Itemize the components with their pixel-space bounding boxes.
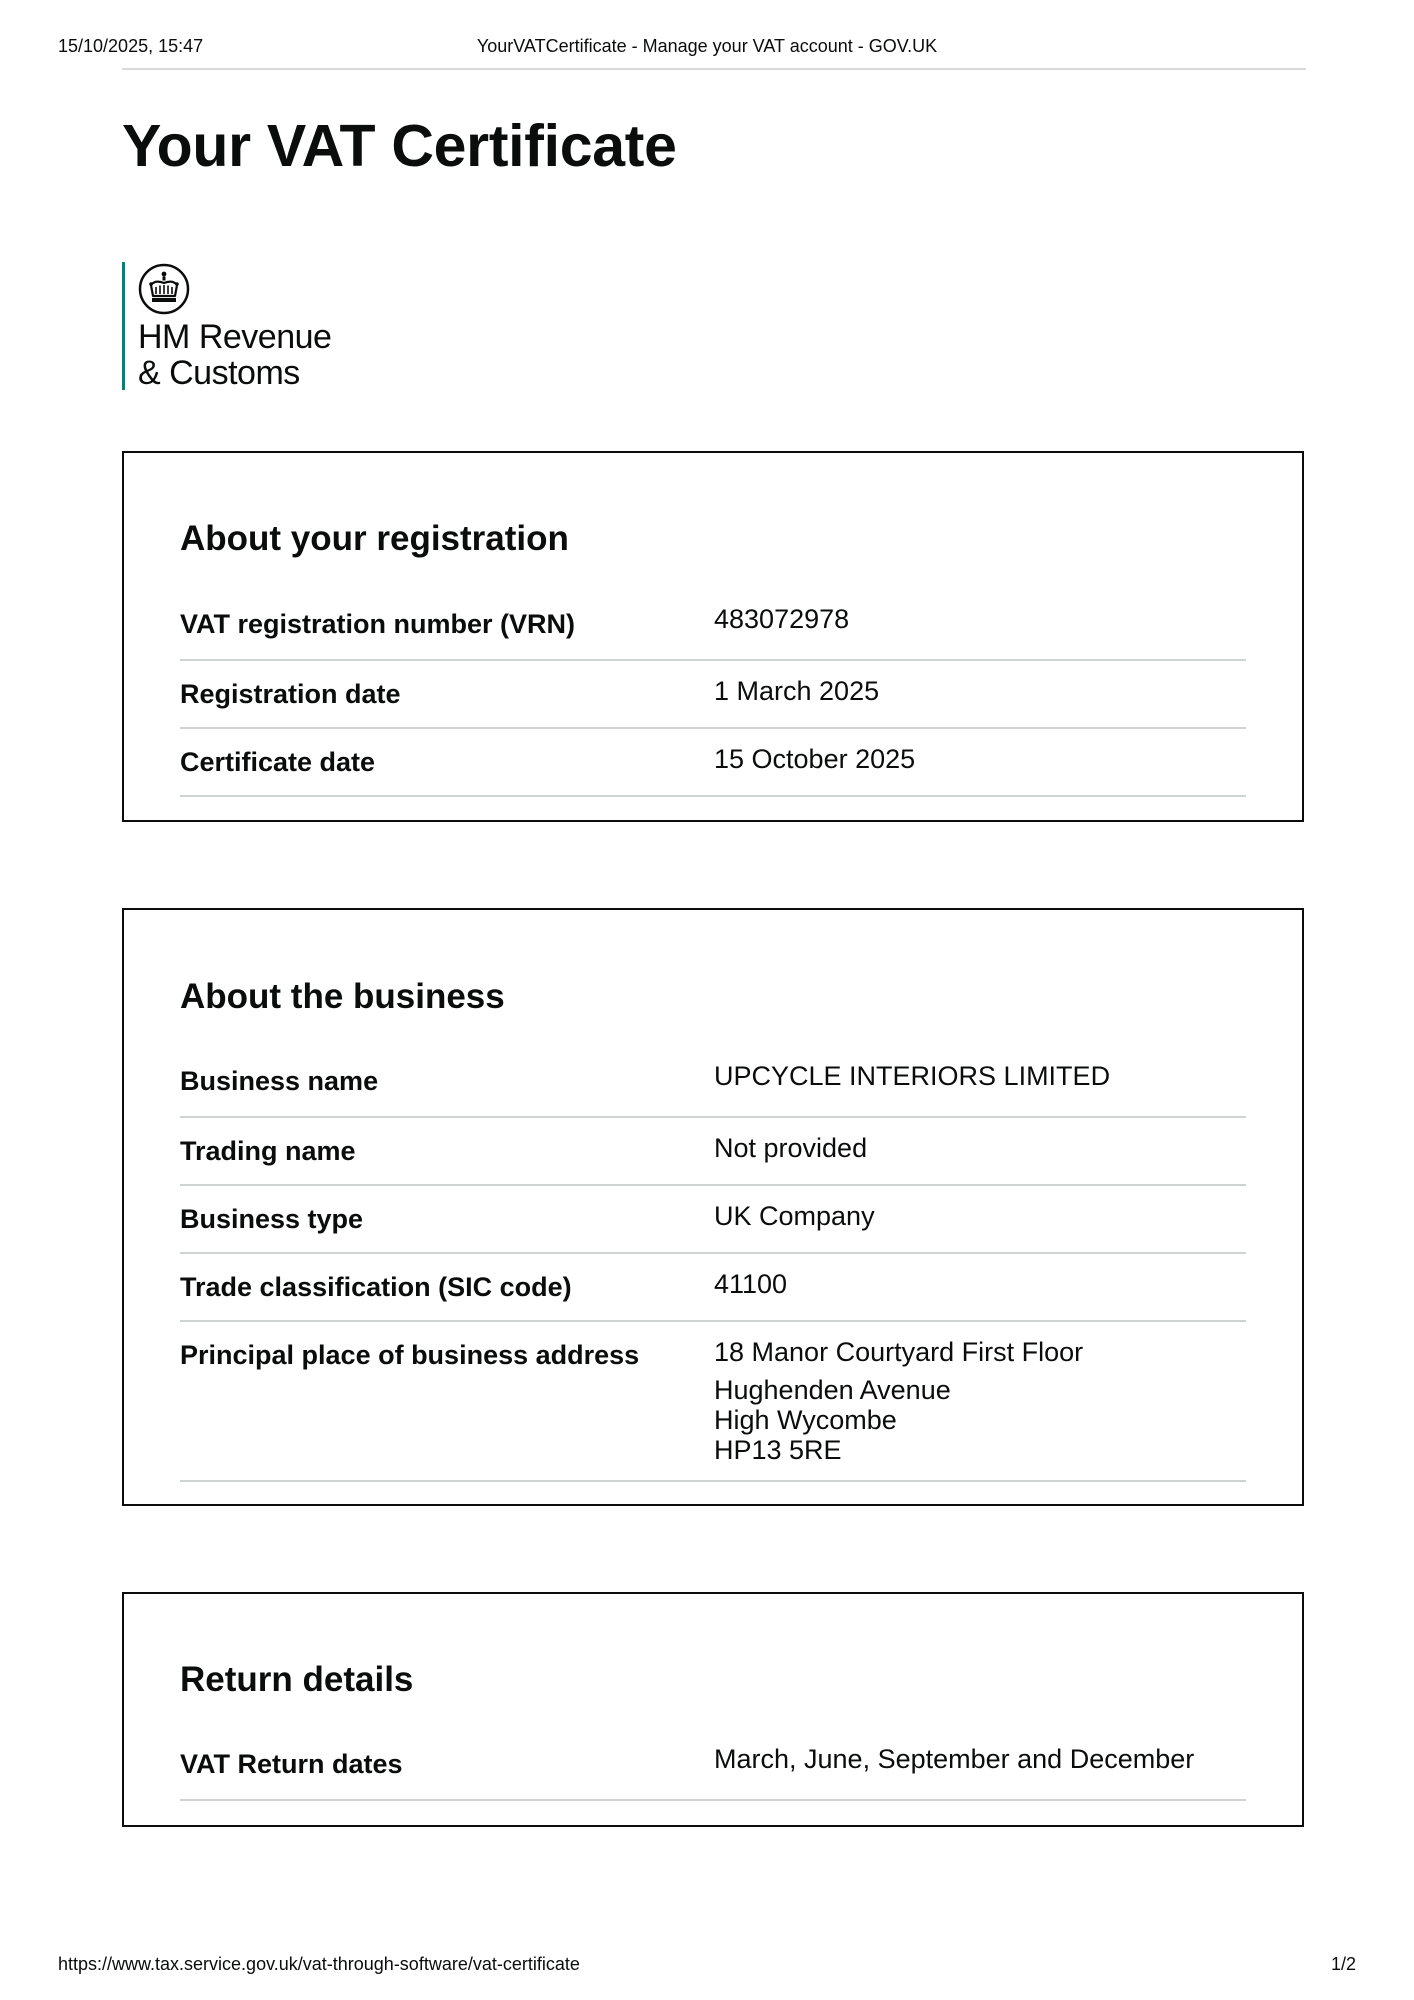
header-divider — [122, 68, 1306, 70]
page-number: 1/2 — [1330, 1954, 1356, 1974]
vrn-label: VAT registration number (VRN) — [180, 609, 576, 639]
returns-list — [180, 1733, 1246, 1801]
page-title: Your VAT Certificate — [122, 113, 677, 179]
registration-date-value: 1 March 2025 — [714, 676, 880, 706]
sic-code-row — [180, 1254, 1246, 1322]
crown-crest-icon — [138, 263, 190, 315]
logo-line-1: HM Revenue — [138, 318, 332, 356]
print-datetime: 15/10/2025, 15:47 — [58, 36, 204, 56]
business-name-label: Business name — [180, 1066, 379, 1096]
certificate-date-label: Certificate date — [180, 747, 376, 777]
business-name-value: UPCYCLE INTERIORS LIMITED — [714, 1061, 1111, 1091]
registration-date-row — [180, 661, 1246, 729]
returns-section — [122, 1592, 1304, 1827]
address-line-2: Hughenden Avenue — [714, 1375, 951, 1405]
print-url: https://www.tax.service.gov.uk/vat-through-software/vat-certificate — [58, 1954, 580, 1974]
business-type-value: UK Company — [714, 1201, 875, 1231]
registration-heading: About your registration — [180, 519, 569, 558]
print-page-title: YourVATCertificate - Manage your VAT account - GOV.UK — [476, 36, 938, 56]
certificate-date-row — [180, 729, 1246, 797]
certificate-date-value: 15 October 2025 — [714, 744, 916, 774]
registration-list — [180, 593, 1246, 797]
business-list — [180, 1050, 1246, 1482]
returns-heading: Return details — [180, 1660, 414, 1699]
address-line-1: 18 Manor Courtyard First Floor — [714, 1337, 1084, 1367]
vrn-row — [180, 593, 1246, 661]
return-dates-value: March, June, September and December — [714, 1744, 1195, 1774]
address-row — [180, 1322, 1246, 1482]
address-line-4: HP13 5RE — [714, 1435, 842, 1465]
sic-code-label: Trade classification (SIC code) — [180, 1272, 572, 1302]
vrn-value: 483072978 — [714, 604, 850, 634]
business-section — [122, 908, 1304, 1506]
registration-section — [122, 451, 1304, 822]
address-value — [714, 1337, 1083, 1465]
registration-date-label: Registration date — [180, 679, 401, 709]
address-label: Principal place of business address — [180, 1340, 640, 1370]
return-dates-row — [180, 1733, 1246, 1801]
business-type-label: Business type — [180, 1204, 364, 1234]
trading-name-row — [180, 1118, 1246, 1186]
print-header — [58, 36, 1356, 60]
logo-text — [138, 319, 331, 391]
return-dates-label: VAT Return dates — [180, 1749, 403, 1779]
business-name-row — [180, 1050, 1246, 1118]
sic-code-value: 41100 — [714, 1269, 788, 1299]
business-type-row — [180, 1186, 1246, 1254]
trading-name-value: Not provided — [714, 1133, 868, 1163]
logo-line-2: & Customs — [138, 354, 300, 392]
address-line-3: High Wycombe — [714, 1405, 897, 1435]
hmrc-logo — [122, 262, 331, 390]
business-heading: About the business — [180, 977, 505, 1016]
trading-name-label: Trading name — [180, 1136, 356, 1166]
